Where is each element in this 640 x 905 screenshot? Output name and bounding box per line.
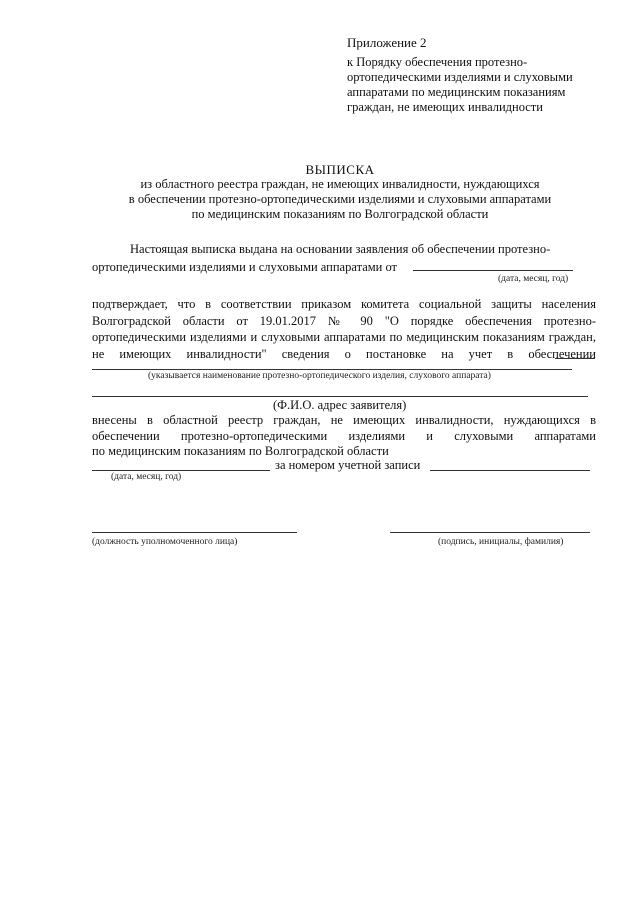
document-title: ВЫПИСКА: [305, 162, 375, 177]
appendix-line: к Порядку обеспечения протезно-: [347, 55, 528, 69]
official-position-caption: (должность уполномоченного лица): [92, 537, 238, 547]
signature-line[interactable]: [390, 532, 590, 533]
appendix-line: аппаратами по медицинским показаниям: [347, 85, 566, 99]
device-name-caption: (указывается наименование протезно-ортопедического изделия, слухового аппарата): [148, 371, 491, 381]
official-position-line[interactable]: [92, 532, 297, 533]
appendix-reference: [347, 55, 573, 115]
device-name-line[interactable]: [92, 369, 572, 370]
date-field-line[interactable]: [413, 270, 573, 271]
paragraph-2-text: подтверждает, что в соответствии приказом комитета социальной защиты населения Волгоградской области от 19.01.2017 № 90 "О порядке обеспечения протезно-ортопедическими изделиями и слуховыми аппаратами по медицинским показаниям граждан, не имеющих инвалидности" сведения о постановке на учет в обеспечении: [92, 297, 596, 361]
paragraph-2: [92, 296, 596, 362]
applicant-caption: (Ф.И.О. адрес заявителя): [273, 398, 407, 412]
subtitle-line: по медицинским показаниям по Волгоградской области: [191, 207, 489, 221]
subtitle-line: из областного реестра граждан, не имеющих инвалидности, нуждающихся: [140, 177, 540, 191]
record-date-line[interactable]: [92, 470, 270, 471]
signature-caption: (подпись, инициалы, фамилия): [438, 537, 564, 547]
paragraph-1-line-2: ортопедическими изделиями и слуховыми аппаратами от: [92, 260, 398, 274]
subtitle-line: в обеспечении протезно-ортопедическими изделиями и слуховыми аппаратами: [128, 192, 552, 206]
record-number-line[interactable]: [430, 470, 590, 471]
appendix-line: ортопедическими изделиями и слуховыми: [347, 70, 573, 84]
record-number-label: за номером учетной записи: [275, 458, 421, 472]
document-subtitle: [0, 177, 640, 222]
record-date-caption: (дата, месяц, год): [111, 472, 182, 482]
appendix-line: граждан, не имеющих инвалидности: [347, 100, 543, 114]
paragraph-1-line-1: Настоящая выписка выдана на основании заявления об обеспечении протезно-: [130, 242, 551, 256]
appendix-title: Приложение 2: [347, 35, 427, 50]
paragraph-3-last-line: по медицинским показаниям по Волгоградской области: [92, 444, 389, 458]
applicant-line[interactable]: [92, 396, 588, 397]
date-caption: (дата, месяц, год): [498, 274, 569, 284]
paragraph-3-text: внесены в областной реестр граждан, не имеющих инвалидности, нуждающихся в обеспечении протезно-ортопедическими изделиями и слуховыми аппаратами: [92, 413, 596, 443]
paragraph-3: [92, 412, 596, 444]
registration-field-line[interactable]: [555, 358, 595, 359]
